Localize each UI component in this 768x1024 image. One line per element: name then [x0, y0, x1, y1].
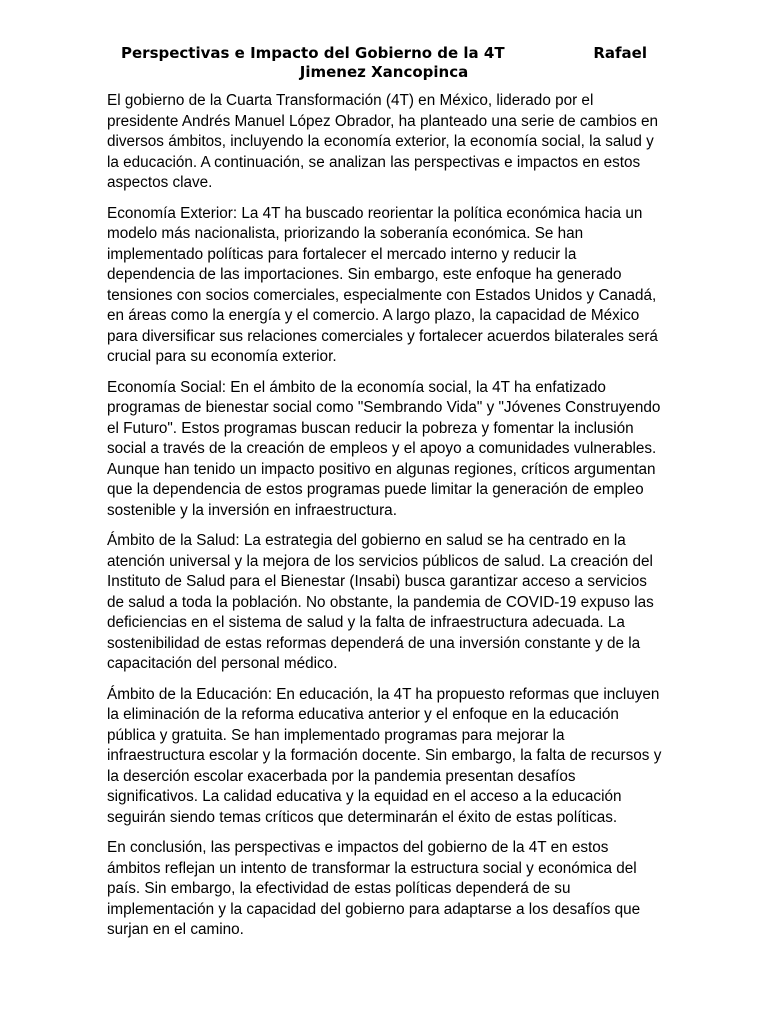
- paragraph-economia-exterior: Economía Exterior: La 4T ha buscado reorientar la política económica hacia un modelo más nacionalista, priorizando la soberanía económica. Se han implementado políticas para fortalecer el mercado interno y reducir la dependencia de las importaciones. Sin embargo, este enfoque ha generado tensiones con socios comerciales, especialmente con Estados Unidos y Canadá, en áreas como la energía y el comercio. A largo plazo, la capacidad de México para diversificar sus relaciones comerciales y fortalecer acuerdos bilaterales será crucial para su economía exterior.: [107, 204, 658, 365]
- paragraph-intro: El gobierno de la Cuarta Transformación (4T) en México, liderado por el presidente Andrés Manuel López Obrador, ha planteado una serie de cambios en diversos ámbitos, incluyendo la economía exterior, la economía social, la salud y la educación. A continuación, se analizan las perspectivas e impactos en estos aspectos clave.: [107, 92, 659, 191]
- paragraph-salud: Ámbito de la Salud: La estrategia del gobierno en salud se ha centrado en la atención universal y la mejora de los servicios públicos de salud. La creación del Instituto de Salud para el Bienestar (Insabi) busca garantizar acceso a servicios de salud a toda la población. No obstante, la pandemia de COVID-19 expuso las deficiencias en el sistema de salud y la falta de infraestructura adecuada. La sostenibilidad de estas reformas dependerá de una inversión constante y de la capacitación del personal médico.: [107, 532, 654, 672]
- paragraph-conclusion: En conclusión, las perspectivas e impactos del gobierno de la 4T en estos ámbitos reflejan un intento de transformar la estructura social y económica del país. Sin embargo, la efectividad de estas políticas dependerá de su implementación y la capacidad del gobierno para adaptarse a los desafíos que surjan en el camino.: [107, 839, 641, 938]
- document-body: [107, 91, 665, 951]
- paragraph-economia-social: Economía Social: En el ámbito de la economía social, la 4T ha enfatizado programas de bienestar social como "Sembrando Vida" y "Jóvenes Construyendo el Futuro". Estos programas buscan reducir la pobreza y fomentar la inclusión social a través de la creación de empleos y el apoyo a comunidades vulnerables. Aunque han tenido un impacto positivo en algunas regiones, críticos argumentan que la dependencia de estos programas puede limitar la generación de empleo sostenible y la inversión en infraestructura.: [107, 378, 661, 519]
- document-title: Perspectivas e Impacto del Gobierno de la 4T Rafael Jimenez Xancopinca: [121, 44, 653, 81]
- paragraph-educacion: Ámbito de la Educación: En educación, la 4T ha propuesto reformas que incluyen la eliminación de la reforma educativa anterior y el enfoque en la educación pública y gratuita. Se han implementado programas para mejorar la infraestructura escolar y la formación docente. Sin embargo, la falta de recursos y la deserción escolar exacerbada por la pandemia presentan desafíos significativos. La calidad educativa y la equidad en el acceso a la educación seguirán siendo temas críticos que determinarán el éxito de estas políticas.: [107, 685, 662, 826]
